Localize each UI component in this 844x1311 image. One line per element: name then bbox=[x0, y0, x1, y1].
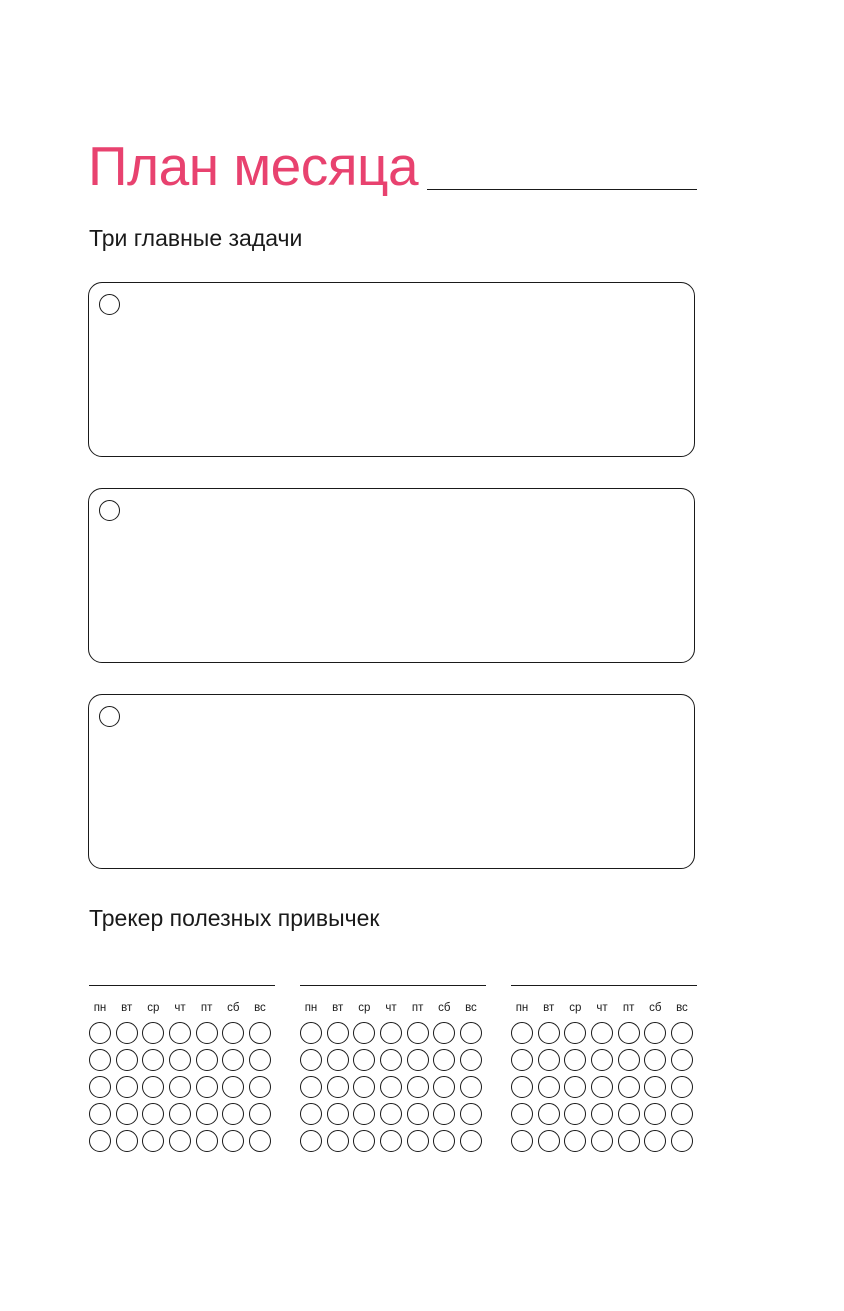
habit-day-checkbox[interactable] bbox=[327, 1103, 349, 1125]
day-label: ср bbox=[358, 1002, 371, 1014]
habit-day-checkbox[interactable] bbox=[433, 1049, 455, 1071]
habit-day-checkbox[interactable] bbox=[564, 1103, 586, 1125]
tasks-heading: Три главные задачи bbox=[89, 225, 303, 251]
habit-day-checkbox[interactable] bbox=[116, 1049, 138, 1071]
habit-day-checkbox[interactable] bbox=[222, 1103, 244, 1125]
habit-week-row bbox=[511, 1103, 693, 1125]
habit-day-checkbox[interactable] bbox=[353, 1022, 375, 1044]
day-label: пн bbox=[93, 1002, 107, 1014]
habit-day-checkbox[interactable] bbox=[142, 1022, 164, 1044]
tracker-heading: Трекер полезных привычек bbox=[89, 905, 380, 931]
habit-day-checkbox[interactable] bbox=[407, 1103, 429, 1125]
habit-day-checkbox[interactable] bbox=[407, 1022, 429, 1044]
day-label: пн bbox=[304, 1002, 318, 1014]
habit-day-checkbox[interactable] bbox=[380, 1130, 402, 1152]
habit-day-checkbox[interactable] bbox=[116, 1076, 138, 1098]
day-labels bbox=[300, 1000, 482, 1016]
habit-day-checkbox[interactable] bbox=[644, 1022, 666, 1044]
habit-day-checkbox[interactable] bbox=[564, 1022, 586, 1044]
habit-day-checkbox[interactable] bbox=[169, 1049, 191, 1071]
habit-week-row bbox=[511, 1049, 693, 1071]
habit-day-checkbox[interactable] bbox=[644, 1103, 666, 1125]
habit-day-checkbox[interactable] bbox=[169, 1130, 191, 1152]
habit-week-row bbox=[511, 1130, 693, 1152]
habit-day-checkbox[interactable] bbox=[433, 1103, 455, 1125]
habit-day-checkbox[interactable] bbox=[380, 1049, 402, 1071]
habit-week-row bbox=[300, 1103, 482, 1125]
task-box[interactable] bbox=[88, 694, 695, 869]
day-label: сб bbox=[227, 1002, 240, 1014]
habit-day-checkbox[interactable] bbox=[222, 1049, 244, 1071]
habit-week-row bbox=[89, 1130, 271, 1152]
task-box[interactable] bbox=[88, 488, 695, 663]
habit-day-checkbox[interactable] bbox=[89, 1103, 111, 1125]
habit-day-checkbox[interactable] bbox=[644, 1049, 666, 1071]
habit-week-row bbox=[300, 1130, 482, 1152]
habit-day-checkbox[interactable] bbox=[196, 1103, 218, 1125]
habit-day-checkbox[interactable] bbox=[89, 1049, 111, 1071]
habit-day-checkbox[interactable] bbox=[591, 1076, 613, 1098]
habit-day-checkbox[interactable] bbox=[671, 1049, 693, 1071]
habit-day-checkbox[interactable] bbox=[671, 1022, 693, 1044]
habit-day-checkbox[interactable] bbox=[89, 1076, 111, 1098]
habit-name-field[interactable] bbox=[300, 985, 486, 986]
habit-day-checkbox[interactable] bbox=[538, 1049, 560, 1071]
habit-day-checkbox[interactable] bbox=[380, 1022, 402, 1044]
habit-day-checkbox[interactable] bbox=[222, 1076, 244, 1098]
day-label: вс bbox=[676, 1002, 688, 1014]
habit-day-checkbox[interactable] bbox=[380, 1076, 402, 1098]
habit-day-checkbox[interactable] bbox=[538, 1076, 560, 1098]
day-label: вс bbox=[254, 1002, 266, 1014]
habit-day-checkbox[interactable] bbox=[142, 1076, 164, 1098]
habit-day-checkbox[interactable] bbox=[89, 1130, 111, 1152]
habit-grid bbox=[89, 1022, 271, 1152]
day-label: вт bbox=[121, 1002, 133, 1014]
habit-week-row bbox=[511, 1076, 693, 1098]
habit-day-checkbox[interactable] bbox=[116, 1103, 138, 1125]
habit-week-row bbox=[300, 1076, 482, 1098]
habit-day-checkbox[interactable] bbox=[300, 1103, 322, 1125]
day-label: вт bbox=[332, 1002, 344, 1014]
habit-day-checkbox[interactable] bbox=[564, 1076, 586, 1098]
habit-day-checkbox[interactable] bbox=[300, 1076, 322, 1098]
habit-name-field[interactable] bbox=[89, 985, 275, 986]
habit-day-checkbox[interactable] bbox=[511, 1103, 533, 1125]
day-label: чт bbox=[596, 1002, 608, 1014]
habit-day-checkbox[interactable] bbox=[353, 1103, 375, 1125]
task-box[interactable] bbox=[88, 282, 695, 457]
habit-day-checkbox[interactable] bbox=[222, 1130, 244, 1152]
habit-grid bbox=[511, 1022, 693, 1152]
day-label: пн bbox=[515, 1002, 529, 1014]
habit-day-checkbox[interactable] bbox=[591, 1022, 613, 1044]
habit-day-checkbox[interactable] bbox=[353, 1130, 375, 1152]
habit-day-checkbox[interactable] bbox=[169, 1022, 191, 1044]
habit-day-checkbox[interactable] bbox=[249, 1049, 271, 1071]
habit-day-checkbox[interactable] bbox=[116, 1022, 138, 1044]
day-label: чт bbox=[385, 1002, 397, 1014]
habit-day-checkbox[interactable] bbox=[407, 1049, 429, 1071]
habit-day-checkbox[interactable] bbox=[460, 1022, 482, 1044]
habit-day-checkbox[interactable] bbox=[249, 1103, 271, 1125]
habit-day-checkbox[interactable] bbox=[249, 1022, 271, 1044]
habit-day-checkbox[interactable] bbox=[618, 1049, 640, 1071]
habit-day-checkbox[interactable] bbox=[591, 1049, 613, 1071]
habit-day-checkbox[interactable] bbox=[142, 1103, 164, 1125]
habit-day-checkbox[interactable] bbox=[460, 1049, 482, 1071]
habit-week-row bbox=[89, 1103, 271, 1125]
habit-day-checkbox[interactable] bbox=[511, 1130, 533, 1152]
habit-day-checkbox[interactable] bbox=[300, 1022, 322, 1044]
habit-week-row bbox=[300, 1022, 482, 1044]
habit-day-checkbox[interactable] bbox=[407, 1130, 429, 1152]
habit-day-checkbox[interactable] bbox=[511, 1076, 533, 1098]
habit-day-checkbox[interactable] bbox=[142, 1049, 164, 1071]
habit-week-row bbox=[89, 1076, 271, 1098]
month-name-field[interactable] bbox=[427, 189, 697, 190]
habit-day-checkbox[interactable] bbox=[511, 1022, 533, 1044]
day-label: сб bbox=[438, 1002, 451, 1014]
habit-day-checkbox[interactable] bbox=[380, 1103, 402, 1125]
task-checkbox[interactable] bbox=[99, 706, 120, 727]
habit-day-checkbox[interactable] bbox=[433, 1130, 455, 1152]
habit-day-checkbox[interactable] bbox=[300, 1130, 322, 1152]
day-labels bbox=[511, 1000, 693, 1016]
habit-day-checkbox[interactable] bbox=[327, 1049, 349, 1071]
habit-day-checkbox[interactable] bbox=[196, 1049, 218, 1071]
habit-day-checkbox[interactable] bbox=[460, 1130, 482, 1152]
day-label: сб bbox=[649, 1002, 662, 1014]
habit-day-checkbox[interactable] bbox=[671, 1130, 693, 1152]
habit-day-checkbox[interactable] bbox=[327, 1130, 349, 1152]
day-label: пт bbox=[622, 1002, 635, 1014]
habit-week-row bbox=[89, 1022, 271, 1044]
habit-day-checkbox[interactable] bbox=[618, 1076, 640, 1098]
habit-day-checkbox[interactable] bbox=[327, 1022, 349, 1044]
habit-day-checkbox[interactable] bbox=[460, 1103, 482, 1125]
habit-day-checkbox[interactable] bbox=[407, 1076, 429, 1098]
habit-day-checkbox[interactable] bbox=[89, 1022, 111, 1044]
habit-day-checkbox[interactable] bbox=[618, 1103, 640, 1125]
day-label: пт bbox=[411, 1002, 424, 1014]
task-checkbox[interactable] bbox=[99, 294, 120, 315]
day-label: вс bbox=[465, 1002, 477, 1014]
habit-day-checkbox[interactable] bbox=[169, 1103, 191, 1125]
habit-day-checkbox[interactable] bbox=[671, 1076, 693, 1098]
habit-day-checkbox[interactable] bbox=[538, 1103, 560, 1125]
page-title: План месяца bbox=[88, 135, 419, 197]
habit-day-checkbox[interactable] bbox=[353, 1076, 375, 1098]
habit-day-checkbox[interactable] bbox=[591, 1103, 613, 1125]
day-label: ср bbox=[147, 1002, 160, 1014]
day-labels bbox=[89, 1000, 271, 1016]
habit-day-checkbox[interactable] bbox=[433, 1076, 455, 1098]
habit-tracker-block bbox=[511, 985, 697, 1152]
habit-day-checkbox[interactable] bbox=[460, 1076, 482, 1098]
habit-day-checkbox[interactable] bbox=[249, 1076, 271, 1098]
day-label: пт bbox=[200, 1002, 213, 1014]
habit-day-checkbox[interactable] bbox=[538, 1022, 560, 1044]
task-checkbox[interactable] bbox=[99, 500, 120, 521]
habit-tracker-block bbox=[300, 985, 486, 1152]
habit-day-checkbox[interactable] bbox=[538, 1130, 560, 1152]
habit-week-row bbox=[89, 1049, 271, 1071]
habit-day-checkbox[interactable] bbox=[169, 1076, 191, 1098]
habit-day-checkbox[interactable] bbox=[249, 1130, 271, 1152]
habit-day-checkbox[interactable] bbox=[671, 1103, 693, 1125]
habit-day-checkbox[interactable] bbox=[644, 1076, 666, 1098]
habit-day-checkbox[interactable] bbox=[196, 1130, 218, 1152]
day-label: чт bbox=[174, 1002, 186, 1014]
habit-day-checkbox[interactable] bbox=[142, 1130, 164, 1152]
habit-day-checkbox[interactable] bbox=[644, 1130, 666, 1152]
habit-day-checkbox[interactable] bbox=[222, 1022, 244, 1044]
habit-day-checkbox[interactable] bbox=[618, 1130, 640, 1152]
habit-day-checkbox[interactable] bbox=[116, 1130, 138, 1152]
habit-day-checkbox[interactable] bbox=[618, 1022, 640, 1044]
habit-day-checkbox[interactable] bbox=[511, 1049, 533, 1071]
habit-day-checkbox[interactable] bbox=[327, 1076, 349, 1098]
habit-day-checkbox[interactable] bbox=[591, 1130, 613, 1152]
habit-day-checkbox[interactable] bbox=[564, 1130, 586, 1152]
habit-week-row bbox=[300, 1049, 482, 1071]
habit-day-checkbox[interactable] bbox=[196, 1022, 218, 1044]
habit-tracker-block bbox=[89, 985, 275, 1152]
habit-day-checkbox[interactable] bbox=[564, 1049, 586, 1071]
day-label: ср bbox=[569, 1002, 582, 1014]
habit-day-checkbox[interactable] bbox=[353, 1049, 375, 1071]
habit-day-checkbox[interactable] bbox=[433, 1022, 455, 1044]
habit-day-checkbox[interactable] bbox=[300, 1049, 322, 1071]
habit-day-checkbox[interactable] bbox=[196, 1076, 218, 1098]
habit-name-field[interactable] bbox=[511, 985, 697, 986]
day-label: вт bbox=[543, 1002, 555, 1014]
habit-week-row bbox=[511, 1022, 693, 1044]
habit-grid bbox=[300, 1022, 482, 1152]
